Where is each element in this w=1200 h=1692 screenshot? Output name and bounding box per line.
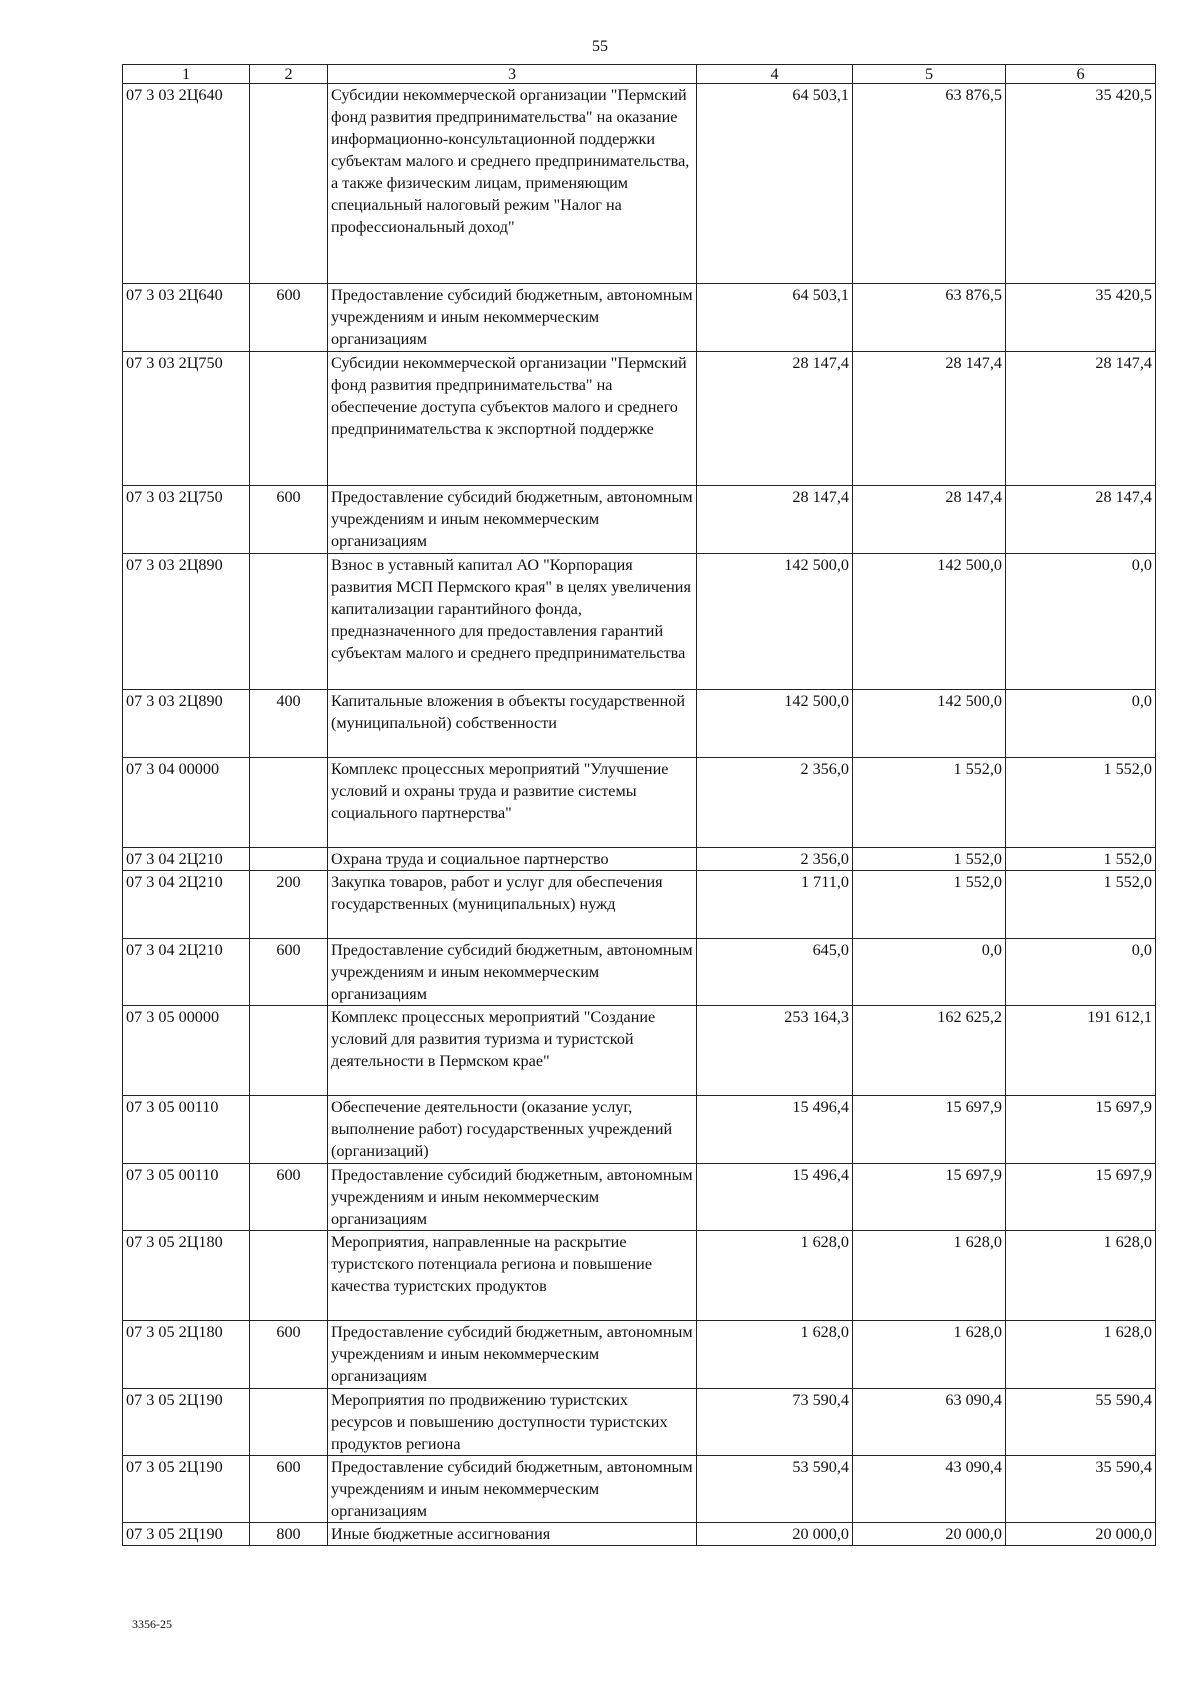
row-name: Комплекс процессных мероприятий "Создание условий для развития туризма и туристской деятельности в Пермском крае" [328,1006,697,1096]
row-value-4: 73 590,4 [697,1389,853,1456]
row-value-4: 28 147,4 [697,486,853,554]
row-value-5: 20 000,0 [853,1523,1006,1546]
page-number: 55 [592,38,608,55]
row-value-6: 15 697,9 [1006,1096,1156,1164]
row-code: 07 3 03 2Ц640 [123,284,250,352]
row-value-6: 35 420,5 [1006,84,1156,284]
row-kind [250,84,328,284]
row-code: 07 3 03 2Ц890 [123,690,250,758]
row-kind: 600 [250,1164,328,1231]
row-kind: 600 [250,486,328,554]
row-value-4: 28 147,4 [697,352,853,486]
table-row [123,284,1156,352]
document-code: 3356-25 [132,1617,172,1631]
row-value-4: 142 500,0 [697,690,853,758]
row-name: Закупка товаров, работ и услуг для обеспечения государственных (муниципальных) нужд [328,871,697,939]
row-code: 07 3 03 2Ц890 [123,554,250,690]
row-value-6: 15 697,9 [1006,1164,1156,1231]
row-code: 07 3 05 2Ц190 [123,1389,250,1456]
table-row [123,84,1156,284]
header-col-1: 1 [123,65,250,84]
row-value-6: 0,0 [1006,690,1156,758]
row-value-4: 1 628,0 [697,1321,853,1389]
row-value-6: 1 628,0 [1006,1321,1156,1389]
row-kind [250,848,328,871]
table-row [123,352,1156,486]
row-value-4: 645,0 [697,939,853,1006]
row-name: Обеспечение деятельности (оказание услуг, выполнение работ) государственных учреждений (организаций) [328,1096,697,1164]
table-row [123,939,1156,1006]
row-kind [250,1006,328,1096]
row-value-5: 28 147,4 [853,486,1006,554]
row-kind: 400 [250,690,328,758]
row-name: Субсидии некоммерческой организации "Пермский фонд развития предпринимательства" на обеспечение доступа субъектов малого и среднего предпринимательства к экспортной поддержке [328,352,697,486]
table-row [123,1321,1156,1389]
row-value-6: 0,0 [1006,554,1156,690]
row-value-5: 15 697,9 [853,1164,1006,1231]
table-header-row [123,65,1156,84]
table-row [123,690,1156,758]
row-value-5: 15 697,9 [853,1096,1006,1164]
row-code: 07 3 05 00000 [123,1006,250,1096]
row-name: Охрана труда и социальное партнерство [328,848,697,871]
row-name: Предоставление субсидий бюджетным, автономным учреждениям и иным некоммерческим организациям [328,1321,697,1389]
row-code: 07 3 05 2Ц190 [123,1456,250,1523]
row-kind [250,1096,328,1164]
header-col-3: 3 [328,65,697,84]
row-value-4: 53 590,4 [697,1456,853,1523]
row-kind: 800 [250,1523,328,1546]
row-value-6: 28 147,4 [1006,352,1156,486]
row-kind [250,554,328,690]
row-name: Иные бюджетные ассигнования [328,1523,697,1546]
row-value-4: 1 711,0 [697,871,853,939]
row-name: Предоставление субсидий бюджетным, автономным учреждениям и иным некоммерческим организациям [328,284,697,352]
row-value-4: 64 503,1 [697,284,853,352]
row-value-6: 1 552,0 [1006,871,1156,939]
header-col-4: 4 [697,65,853,84]
row-kind: 600 [250,1321,328,1389]
row-value-5: 162 625,2 [853,1006,1006,1096]
row-value-6: 20 000,0 [1006,1523,1156,1546]
row-code: 07 3 04 2Ц210 [123,848,250,871]
row-name: Взнос в уставный капитал АО "Корпорация развития МСП Пермского края" в целях увеличения капитализации гарантийного фонда, предназначенного для предоставления гарантий субъектам малого и среднего предпринимательства [328,554,697,690]
header-col-2: 2 [250,65,328,84]
row-name: Мероприятия, направленные на раскрытие туристского потенциала региона и повышение качества туристских продуктов [328,1231,697,1321]
row-kind [250,1389,328,1456]
row-name: Предоставление субсидий бюджетным, автономным учреждениям и иным некоммерческим организациям [328,486,697,554]
row-code: 07 3 04 2Ц210 [123,871,250,939]
row-name: Комплекс процессных мероприятий "Улучшение условий и охраны труда и развитие системы социального партнерства" [328,758,697,848]
table-row [123,1006,1156,1096]
row-value-5: 1 628,0 [853,1321,1006,1389]
row-value-5: 1 552,0 [853,758,1006,848]
row-code: 07 3 04 00000 [123,758,250,848]
row-value-4: 64 503,1 [697,84,853,284]
table-row [123,554,1156,690]
row-value-6: 28 147,4 [1006,486,1156,554]
row-value-6: 35 590,4 [1006,1456,1156,1523]
row-value-4: 20 000,0 [697,1523,853,1546]
table-row [123,1389,1156,1456]
row-code: 07 3 03 2Ц750 [123,486,250,554]
row-value-5: 1 552,0 [853,871,1006,939]
row-value-6: 1 552,0 [1006,848,1156,871]
row-value-6: 0,0 [1006,939,1156,1006]
table-row [123,1456,1156,1523]
row-code: 07 3 04 2Ц210 [123,939,250,1006]
row-name: Мероприятия по продвижению туристских ресурсов и повышению доступности туристских продуктов региона [328,1389,697,1456]
row-kind [250,758,328,848]
table-row [123,1096,1156,1164]
row-value-6: 1 628,0 [1006,1231,1156,1321]
row-kind: 200 [250,871,328,939]
row-name: Капитальные вложения в объекты государственной (муниципальной) собственности [328,690,697,758]
row-kind: 600 [250,939,328,1006]
row-name: Предоставление субсидий бюджетным, автономным учреждениям и иным некоммерческим организациям [328,939,697,1006]
row-kind [250,352,328,486]
table-row [123,871,1156,939]
row-value-5: 43 090,4 [853,1456,1006,1523]
row-kind: 600 [250,284,328,352]
row-value-5: 142 500,0 [853,554,1006,690]
row-value-5: 142 500,0 [853,690,1006,758]
row-code: 07 3 03 2Ц640 [123,84,250,284]
row-name: Предоставление субсидий бюджетным, автономным учреждениям и иным некоммерческим организациям [328,1164,697,1231]
row-value-5: 63 876,5 [853,284,1006,352]
row-value-4: 253 164,3 [697,1006,853,1096]
row-value-4: 2 356,0 [697,848,853,871]
row-code: 07 3 03 2Ц750 [123,352,250,486]
row-kind: 600 [250,1456,328,1523]
row-code: 07 3 05 00110 [123,1096,250,1164]
budget-table [122,64,1156,1546]
table-row [123,1523,1156,1546]
row-value-4: 1 628,0 [697,1231,853,1321]
row-kind [250,1231,328,1321]
row-value-5: 28 147,4 [853,352,1006,486]
table-row [123,848,1156,871]
row-value-4: 2 356,0 [697,758,853,848]
row-code: 07 3 05 00110 [123,1164,250,1231]
row-value-5: 63 876,5 [853,84,1006,284]
row-value-4: 15 496,4 [697,1164,853,1231]
row-value-4: 142 500,0 [697,554,853,690]
row-code: 07 3 05 2Ц190 [123,1523,250,1546]
row-name: Субсидии некоммерческой организации "Пермский фонд развития предпринимательства" на оказание информационно-консультационной поддержки субъектам малого и среднего предпринимательства, а также физическим лицам, применяющим специальный налоговый режим "Налог на профессиональный доход" [328,84,697,284]
table-row [123,1164,1156,1231]
row-value-5: 1 552,0 [853,848,1006,871]
header-col-6: 6 [1006,65,1156,84]
row-code: 07 3 05 2Ц180 [123,1321,250,1389]
table-row [123,486,1156,554]
row-value-4: 15 496,4 [697,1096,853,1164]
row-value-6: 1 552,0 [1006,758,1156,848]
table-row [123,1231,1156,1321]
row-value-5: 1 628,0 [853,1231,1006,1321]
row-value-5: 63 090,4 [853,1389,1006,1456]
row-value-5: 0,0 [853,939,1006,1006]
row-value-6: 35 420,5 [1006,284,1156,352]
row-value-6: 55 590,4 [1006,1389,1156,1456]
header-col-5: 5 [853,65,1006,84]
row-value-6: 191 612,1 [1006,1006,1156,1096]
table-row [123,758,1156,848]
row-name: Предоставление субсидий бюджетным, автономным учреждениям и иным некоммерческим организациям [328,1456,697,1523]
row-code: 07 3 05 2Ц180 [123,1231,250,1321]
